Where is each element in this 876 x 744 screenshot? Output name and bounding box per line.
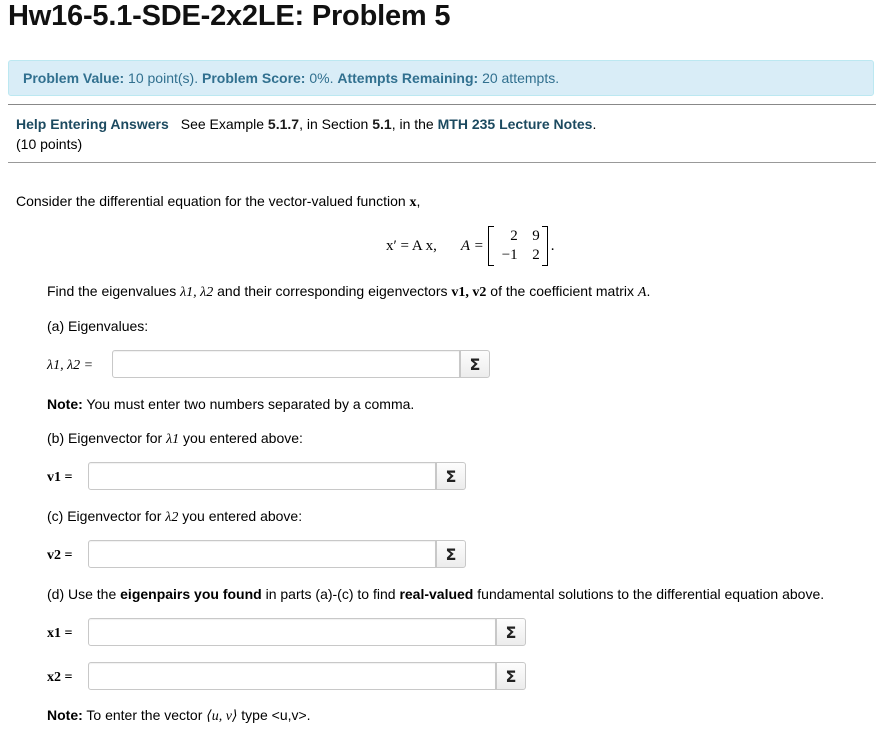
page-title: Hw16-5.1-SDE-2x2LE: Problem 5 (8, 0, 451, 32)
find-end: . (646, 283, 651, 299)
sigma-icon[interactable]: Σ (436, 462, 466, 490)
part-c-label-var: λ2 (165, 510, 179, 525)
problem-score: 0%. (309, 70, 334, 86)
sigma-icon[interactable]: Σ (496, 662, 526, 690)
part-c-label (47, 508, 302, 526)
eigenvector-2-input[interactable] (88, 540, 436, 568)
equation-lhs: x′ = A x, (386, 237, 437, 254)
problem-intro (16, 193, 420, 211)
part-a-math-label: λ1, λ2 = (47, 358, 94, 373)
help-text-end: . (592, 116, 597, 132)
part-d-pre: (d) Use the (47, 586, 117, 602)
problem-value: 10 point(s). (128, 70, 199, 86)
part-c-label-pre: (c) Eigenvector for (47, 508, 162, 524)
matrix-cell: 9 (532, 228, 540, 244)
solution-x1-input[interactable] (88, 618, 496, 646)
find-a: A (637, 285, 647, 300)
part-d-mid: in parts (a)-(c) to find (265, 586, 396, 602)
problem-info-bar (8, 60, 874, 96)
find-post: of the coefficient matrix (490, 283, 634, 299)
intro-var: x (409, 195, 417, 210)
find-eigs: λ1, λ2 (180, 285, 214, 300)
problem-value-label: Problem Value: (23, 70, 125, 86)
part-d-bold2: real-valued (399, 586, 474, 602)
help-entering-answers-link[interactable]: Help Entering Answers (16, 116, 169, 132)
part-d-note (47, 707, 311, 725)
divider-top (8, 104, 876, 105)
note-bold: Note: (47, 396, 83, 412)
sigma-icon[interactable]: Σ (496, 618, 526, 646)
part-d-bold1: eigenpairs you found (120, 586, 262, 602)
part-a-label: (a) Eigenvalues: (47, 318, 149, 334)
matrix-bracket-right (542, 226, 548, 266)
part-b-label-post: you entered above: (183, 430, 303, 446)
equation-end: . (550, 237, 555, 254)
find-pre: Find the eigenvalues (47, 283, 177, 299)
part-c-answer-group (88, 540, 466, 568)
x1-input-label (47, 624, 72, 642)
intro-text: Consider the differential equation for the vector-valued function (16, 193, 406, 209)
help-line (16, 116, 596, 132)
x2-answer-group (88, 662, 526, 690)
part-a-input-label (47, 356, 93, 374)
x1-answer-group (88, 618, 526, 646)
x2-input-label (47, 668, 72, 686)
sigma-icon[interactable]: Σ (436, 540, 466, 568)
matrix-cell: 2 (510, 228, 518, 244)
part-a-answer-group (112, 350, 490, 378)
find-instruction (47, 283, 650, 301)
note-post: type <u,v>. (241, 707, 311, 723)
attempts-remaining: 20 attempts. (482, 70, 560, 86)
part-b-label-pre: (b) Eigenvector for (47, 430, 163, 446)
attempts-label: Attempts Remaining: (337, 70, 479, 86)
part-b-label-var: λ1 (166, 432, 180, 447)
equation-display (386, 224, 554, 268)
part-b-math-label: v1 = (47, 470, 73, 485)
divider-bottom (8, 162, 876, 163)
part-d-post: fundamental solutions to the differential equation above. (477, 586, 825, 602)
matrix-cell: 2 (532, 247, 540, 263)
lecture-notes-link[interactable]: MTH 235 Lecture Notes (437, 116, 593, 132)
part-c-math-label: v2 = (47, 548, 73, 563)
sigma-icon[interactable]: Σ (460, 350, 490, 378)
note-text: You must enter two numbers separated by a comma. (86, 396, 415, 412)
note-bold: Note: (47, 707, 83, 723)
section-ref: 5.1 (372, 116, 392, 132)
problem-score-label: Problem Score: (201, 70, 306, 86)
find-mid: and their corresponding eigenvectors (217, 283, 448, 299)
help-text-pre: See Example (180, 116, 268, 132)
help-text-mid2: , in the (391, 116, 438, 132)
part-c-input-label (47, 546, 72, 564)
x2-math-label: x2 = (47, 670, 73, 685)
part-b-input-label (47, 468, 72, 486)
note-vector: ⟨u, v⟩ (206, 709, 238, 724)
equation-a-label: A = (460, 237, 484, 254)
example-ref: 5.1.7 (267, 116, 300, 132)
points-text: (10 points) (16, 136, 83, 152)
part-c-label-post: you entered above: (182, 508, 303, 524)
part-d-label (47, 586, 824, 602)
coefficient-matrix (488, 226, 548, 266)
note-pre: To enter the vector (86, 707, 203, 723)
eigenvalues-input[interactable] (112, 350, 460, 378)
intro-end: , (416, 193, 421, 209)
find-vecs: v1, v2 (451, 285, 487, 300)
solution-x2-input[interactable] (88, 662, 496, 690)
part-a-note (47, 396, 414, 412)
part-b-label (47, 430, 303, 448)
part-b-answer-group (88, 462, 466, 490)
matrix-cell: −1 (501, 247, 518, 263)
help-text-mid: , in Section (299, 116, 373, 132)
x1-math-label: x1 = (47, 626, 73, 641)
eigenvector-1-input[interactable] (88, 462, 436, 490)
